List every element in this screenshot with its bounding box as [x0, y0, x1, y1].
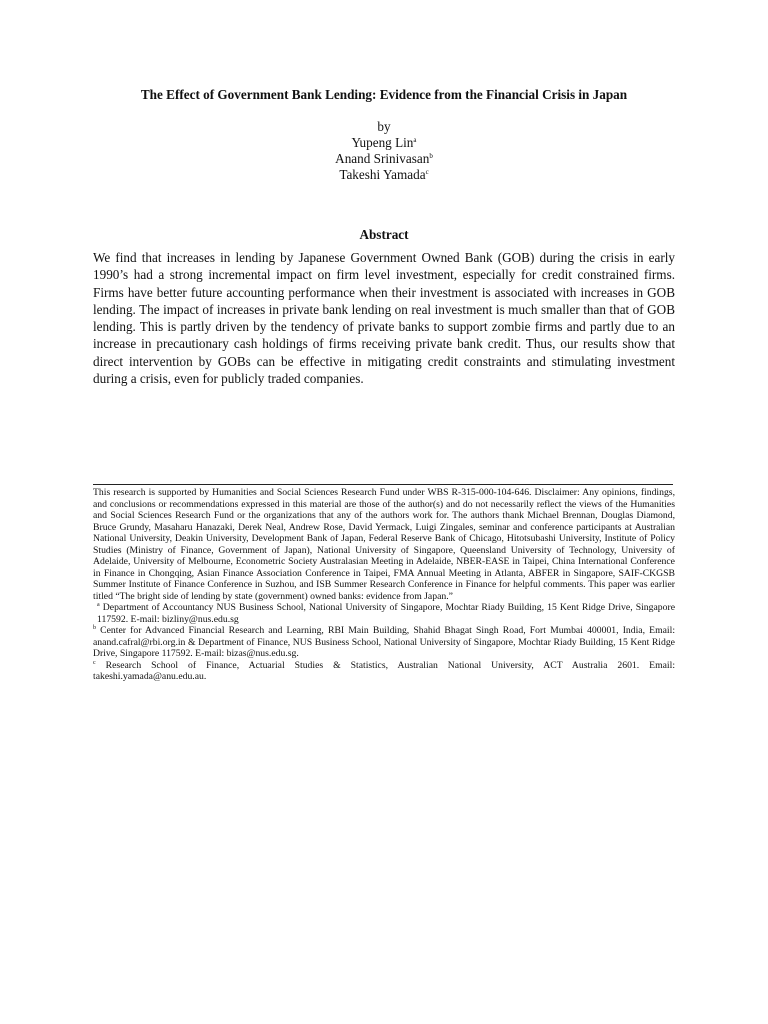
footnote-divider [93, 484, 673, 485]
footnote-affiliation-text: Center for Advanced Financial Research and Learning, RBI Main Building, Shahid Bhagat Singh Road, Fort Mumbai 400001, India, Email: anand.cafral@rbi.org.in & Department of Finance, NUS Business School, National University of Singapore, Mochtar Riady Building, 15 Kent Ridge Drive, Singapore 117592. E-mail: bizas@nus.edu.sg. [93, 625, 676, 659]
author-name-text: Anand Srinivasan [335, 151, 430, 166]
footnote-mark: a [97, 602, 100, 608]
author-affiliation-mark: c [425, 168, 429, 176]
footnote-affiliation-text: Research School of Finance, Actuarial Studies & Statistics, Australian National University, ACT Australia 2601. Email: takeshi.yamada@anu.edu.au. [93, 659, 676, 682]
author-name [0, 167, 768, 183]
author-name-text: Takeshi Yamada [339, 167, 426, 182]
footnote-affiliation [93, 660, 675, 683]
paper-title: The Effect of Government Bank Lending: Evidence from the Financial Crisis in Japan [140, 87, 628, 102]
author-affiliation-mark: a [413, 136, 417, 144]
author-block [0, 119, 768, 183]
footnote-funding: This research is supported by Humanities and Social Sciences Research Fund under WBS R-315-000-104-646. Disclaimer: Any opinions, findings, and conclusions or recommendations expressed in this material are those of the author(s) and do not necessarily reflect the views of the Humanities and Social Sciences Research Fund or the organizations that any of the authors work for. The authors thank Michael Brennan, Douglas Diamond, Bruce Grundy, Masaharu Hanazaki, Derek Neal, Andrew Rose, David Yermack, Luigi Zingales, seminar and conference participants at Australian National University, Deakin University, Development Bank of Japan, Federal Reserve Bank of Chicago, Hitotsubashi University, Institute of Policy Studies (Ministry of Finance, Government of Japan), National University of Singapore, Queensland University of Technology, University of Adelaide, University of Melbourne, Econometric Society Australasian Meeting in Adelaide, NBER-EASE in Taipei, China International Conference in Finance in Chongqing, Asian Finance Association Conference in Taipei, FMA Annual Meeting in Atlanta, ABFER in Singapore, SAIF-CKGSB Summer Institute of Finance Conference in Suzhou, and ISB Summer Research Conference in Finance for helpful comments. This paper was earlier titled “The bright side of lending by state (government) owned banks: evidence from Japan.” [93, 487, 675, 602]
footnote-affiliation-text: Department of Accountancy NUS Business School, National University of Singapore, Mochtar Riady Building, 15 Kent Ridge Drive, Singapore 117592. E-mail: bizliny@nus.edu.sg [97, 602, 676, 625]
footnote-affiliation [93, 625, 675, 660]
footnote-affiliation [93, 602, 675, 625]
abstract-text: We find that increases in lending by Japanese Government Owned Bank (GOB) during the crisis in early 1990’s had a strong incremental impact on firm level investment, especially for credit constrained firms. Firms have better future accounting performance when their investment is associated with increases in GOB lending. The impact of increases in private bank lending on real investment is much smaller than that of GOB lending. This is partly driven by the tendency of private banks to support zombie firms and partly due to an increase in precautionary cash holdings of firms receiving private bank credit. Thus, our results show that direct intervention by GOBs can be effective in mitigating credit constraints and stimulating investment during a crisis, even for publicly traded companies. [93, 250, 675, 387]
footnote-mark: c [93, 659, 96, 666]
by-line: by [377, 119, 391, 134]
author-name [0, 151, 768, 167]
footnotes [93, 487, 675, 683]
author-name [0, 135, 768, 151]
footnote-mark: b [93, 625, 96, 631]
author-affiliation-mark: b [429, 152, 433, 160]
author-name-text: Yupeng Lin [351, 135, 414, 150]
abstract-heading: Abstract [359, 227, 409, 242]
